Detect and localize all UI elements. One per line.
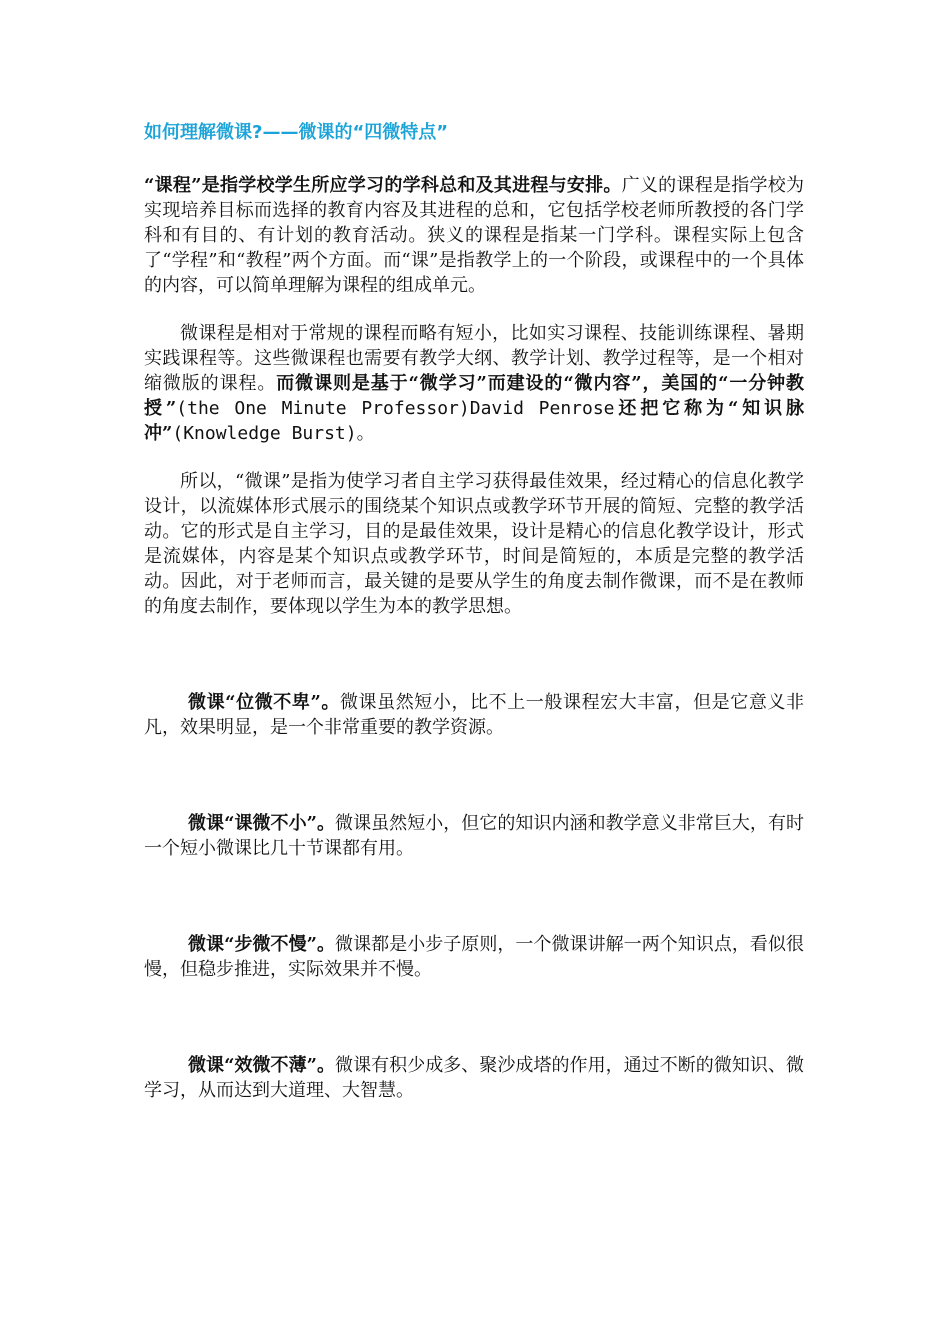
paragraph-micro-lesson-definition [144,469,804,619]
paragraph-micro-course [144,321,804,446]
feature-2-text: 微课虽然短小，但它的知识内涵和教学意义非常巨大，有时一个短小微课比几十节课都有用。 [144,813,804,859]
feature-3-text: 微课都是小步子原则，一个微课讲解一两个知识点，看似很慢，但稳步推进，实际效果并不慢。 [144,934,804,980]
micro-lesson-text: 所以，“微课”是指为使学习者自主学习获得最佳效果，经过精心的信息化教学设计，以流媒体形式展示的围绕某个知识点或教学环节开展的简短、完整的教学活动。它的形式是自主学习，目的是最佳效果，设计是精心的信息化教学设计，形式是流媒体，内容是某个知识点或教学环节，时间是简短的，本质是完整的教学活动。因此，对于老师而言，最关键的是要从学生的角度去制作微课，而不是在教师的角度去制作，要体现以学生为本的教学思想。 [144,471,804,617]
feature-2 [144,811,804,861]
micro-course-end: 。 [356,423,375,444]
feature-4-text: 微课有积少成多、聚沙成塔的作用，通过不断的微知识、微学习，从而达到大道理、大智慧。 [144,1055,804,1101]
course-definition-bold: “课程”是指学校学生所应学习的学科总和及其进程与安排。 [144,175,622,196]
course-definition-text: 广义的课程是指学校为实现培养目标而选择的教育内容及其进程的总和，它包括学校老师所教授的各门学科和有目的、有计划的教育活动。狭义的课程是指某一门学科。课程实际上包含了“学程”和“教程”两个方面。而“课”是指教学上的一个阶段，或课程中的一个具体的内容，可以简单理解为课程的组成单元。 [144,175,804,296]
feature-2-heading: 微课“课微不小”。 [188,813,336,834]
micro-course-english-2: (Knowledge Burst) [172,423,357,444]
micro-course-bold-2: 还把它称为“知识脉冲” [144,398,805,444]
feature-3 [144,932,804,982]
feature-1 [144,690,804,740]
micro-course-english-1: (the One Minute Professor)David Penrose [176,398,615,419]
feature-1-text: 微课虽然短小，比不上一般课程宏大丰富，但是它意义非凡，效果明显，是一个非常重要的教学资源。 [144,692,804,738]
feature-4 [144,1053,804,1103]
feature-3-heading: 微课“步微不慢”。 [188,934,336,955]
micro-course-text: 微课程是相对于常规的课程而略有短小，比如实习课程、技能训练课程、暑期实践课程等。这些微课程也需要有教学大纲、教学计划、教学过程等，是一个相对缩微版的课程。 [144,323,804,394]
document-title: 如何理解微课?——微课的“四微特点” [144,122,449,143]
paragraph-course-definition [144,173,804,298]
document-page [144,120,804,1103]
micro-course-bold-1: 而微课则是基于“微学习”而建设的“微内容”，美国的“一分钟教授” [144,373,805,419]
feature-1-heading: 微课“位微不卑”。 [188,692,340,713]
feature-4-heading: 微课“效微不薄”。 [188,1055,336,1076]
